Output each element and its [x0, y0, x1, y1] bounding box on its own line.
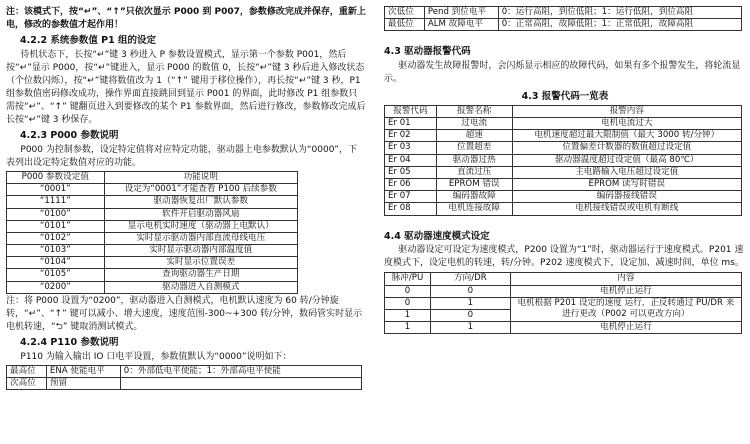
table-header-cell: P000 参数设定值: [7, 172, 105, 184]
alarm-code-table: [384, 105, 742, 216]
table-cell: EPROM 读写时错误: [512, 179, 741, 191]
table-cell: 电机速度超过最大限制值（最大 3000 转/分钟）: [512, 130, 741, 142]
table-header-cell: 报警名称: [436, 105, 512, 117]
table-row: [385, 154, 742, 166]
table-row: [385, 285, 742, 297]
table-cell: “1111”: [7, 196, 105, 208]
table-cell: 直流过压: [436, 166, 512, 178]
p110-continued-table: [384, 6, 742, 31]
speed-mode-table: [384, 272, 742, 334]
p110-table: [6, 365, 362, 390]
table-cell: 0：运行高阻，到位低阻；1：运行低阻，到位高阻: [498, 7, 741, 19]
table-cell: 过电流: [436, 118, 512, 130]
table-cell: 主电路输入电压超过设定值: [512, 166, 741, 178]
table-header-row: [385, 273, 742, 285]
table-cell: 驱动器过热: [436, 154, 512, 166]
section-422-body: 待机状态下，长按“↵”键 3 秒进入 P 参数设置模式，显示第一个参数 P001，然后按“↵”显示 P000，按“↵”键进入，显示 P000 的数值 0，长按“↵”键 3 秒后进入修改状态（个位数闪烁），按“↵”键将数值改为 1（“↑” 键用于移位操作），再长按“↵”键 3 秒，P1 组参数值密码修改成功，操作界面直接跳回到显示 P001 的界面，此时修改 P1 组参数只需按“↵”、“↑” 键翻页进入到要修改的某个 P1 参数界面，然后进行修改，参数修改完成后长按“↵”键 3 秒保存。: [6, 49, 366, 126]
section-424-body: P110 为输入输出 IO 口电平设置，参数值默认为“0000”说明如下：: [20, 351, 292, 362]
table-cell: 电机电流过大: [512, 118, 741, 130]
table-cell: 实时显示位置误差: [104, 257, 297, 269]
table-row: [385, 166, 742, 178]
table-cell: Er 01: [385, 118, 437, 130]
table-cell: “0104”: [7, 257, 105, 269]
table-cell: Er 03: [385, 142, 437, 154]
table-header-row: [7, 172, 298, 184]
table-cell: “0101”: [7, 220, 105, 232]
right-column: [384, 6, 746, 334]
table-header-cell: 脉冲/PU: [385, 273, 431, 285]
table-cell: Er 02: [385, 130, 437, 142]
table-cell: 驱动器温度超过设定值（最高 80℃）: [512, 154, 741, 166]
alarm-table-caption: 4.3 报警代码一览表: [521, 91, 609, 103]
note-top: 注：该模式下，按“↵”、“↑”只依次显示 P000 到 P007，参数修改完成并保存，重新上电，修改的参数值才起作用！: [6, 7, 366, 31]
table-cell: 0: [385, 297, 431, 309]
table-cell: 次高位: [7, 377, 47, 389]
table-cell: “0102”: [7, 232, 105, 244]
table-cell: ENA 使能电平: [46, 365, 120, 377]
table-cell: 驱动器恢复出厂默认参数: [104, 196, 297, 208]
table-cell: EPROM 错误: [436, 179, 512, 191]
table-cell: 软件开启驱动器风扇: [104, 208, 297, 220]
table-row: [385, 191, 742, 203]
table-cell: “0200”: [7, 281, 105, 293]
p000-table: [6, 171, 298, 294]
table-cell: 位置超差: [436, 142, 512, 154]
table-row: [385, 7, 742, 19]
table-cell: 设定为“0001”才能查看 P100 后续参数: [104, 184, 297, 196]
left-column: [6, 6, 366, 390]
table-row: [7, 220, 298, 232]
table-cell: 编码器故障: [436, 191, 512, 203]
section-422-title: 4.2.2 系统参数值 P1 组的设定: [20, 35, 157, 47]
table-cell: 查询驱动器生产日期: [104, 269, 297, 281]
table-cell: 0: [430, 285, 510, 297]
table-cell: 电机停止运行: [510, 322, 741, 334]
table-cell: 0: [430, 309, 510, 321]
table-header-cell: 方向/DR: [430, 273, 510, 285]
table-cell: 最高位: [7, 365, 47, 377]
table-row: [385, 203, 742, 215]
table-row: [7, 196, 298, 208]
table-cell: “0105”: [7, 269, 105, 281]
table-row: [7, 232, 298, 244]
table-row: [7, 365, 362, 377]
section-44-title: 4.4 驱动器速度模式设定: [384, 230, 490, 242]
table-cell: 实时显示驱动器内部温度值: [104, 245, 297, 257]
table-cell: 编码器接线错误: [512, 191, 741, 203]
table-row: [385, 322, 742, 334]
table-cell: 1: [385, 322, 431, 334]
table-row: [7, 208, 298, 220]
section-43-title: 4.3 驱动器报警代码: [384, 46, 471, 58]
table-cell: 显示电机实时速度（驱动器上电默认）: [104, 220, 297, 232]
table-header-cell: 报警内容: [512, 105, 741, 117]
table-row: [385, 297, 742, 309]
table-cell: Pend 到位电平: [424, 7, 498, 19]
table-cell: 1: [430, 297, 510, 309]
table-row: [385, 130, 742, 142]
table-cell: 电机停止运行: [510, 285, 741, 297]
table-cell: 预留: [46, 377, 120, 389]
table-cell: 电机接线错误或电机有断线: [512, 203, 741, 215]
table-cell: 0：外部低电平使能；1：外部高电平使能: [120, 365, 361, 377]
table-cell: 次低位: [385, 7, 425, 19]
table-cell: 0: [385, 285, 431, 297]
table-cell: 1: [430, 322, 510, 334]
table-cell: 最低位: [385, 19, 425, 31]
table-header-cell: 内容: [510, 273, 741, 285]
section-43-body: 驱动器发生故障报警时，会闪烁显示相应的故障代码，如果有多个报警发生，将轮流显示。: [384, 61, 741, 85]
merged-content-cell: 电机根据 P201 设定的速度 运行，正反转通过 PU/DR 来进行更改（P002 可以更改方向）: [510, 297, 741, 321]
table-row: [7, 281, 298, 293]
section-423-title: 4.2.3 P000 参数说明: [20, 130, 119, 142]
table-cell: “0103”: [7, 245, 105, 257]
table-cell: 0：正常高阻，故障低阻；1：正常低阻，故障高阻: [498, 19, 741, 31]
table-cell: 实时显示驱动器内部直流母线电压: [104, 232, 297, 244]
table-cell: 驱动器进入自测模式: [104, 281, 297, 293]
table-cell: Er 07: [385, 191, 437, 203]
table-cell: Er 06: [385, 179, 437, 191]
table-row: [7, 269, 298, 281]
table-row: [7, 377, 362, 389]
table-cell: 超速: [436, 130, 512, 142]
table-cell: Er 08: [385, 203, 437, 215]
table-cell: Er 05: [385, 166, 437, 178]
section-424-title: 4.2.4 P110 参数说明: [20, 336, 119, 348]
table-cell: 位置偏差计数器的数值超过设定值: [512, 142, 741, 154]
section-423-body: P000 为控制参数，设定特定值将对应特定功能，驱动器上电参数默认为“0000”，下表列出设定特定数值对应的功能。: [6, 144, 358, 168]
table-row: [7, 184, 298, 196]
section-44-body: 驱动器设定可设定为速度模式，P200 设置为“1”时，驱动器运行于速度模式。P201 速度模式下，设定电机的转速，转/分钟。P202 速度模式下，设定加、减速时间，单位 ms。: [384, 245, 744, 269]
table-row: [385, 142, 742, 154]
note-bottom: 注：将 P000 设置为“0200”，驱动器进入自测模式，电机默认速度为 60 转/分钟旋转，“↵”、“↑” 键可以减小、增大速度，速度范围-300~+300 转/分钟，数码管实时显示电机转速，“⮌” 键取消测试模式。: [6, 295, 363, 332]
table-header-row: [385, 105, 742, 117]
table-row: [7, 257, 298, 269]
table-row: [385, 179, 742, 191]
table-cell: ALM 故障电平: [424, 19, 498, 31]
table-row: [7, 245, 298, 257]
table-row: [385, 19, 742, 31]
table-cell: [120, 377, 361, 389]
table-cell: “0001”: [7, 184, 105, 196]
table-cell: 电机连接故障: [436, 203, 512, 215]
table-cell: 1: [385, 309, 431, 321]
table-header-cell: 功能说明: [104, 172, 297, 184]
table-cell: Er 04: [385, 154, 437, 166]
table-row: [385, 118, 742, 130]
table-cell: “0100”: [7, 208, 105, 220]
table-header-cell: 报警代码: [385, 105, 437, 117]
